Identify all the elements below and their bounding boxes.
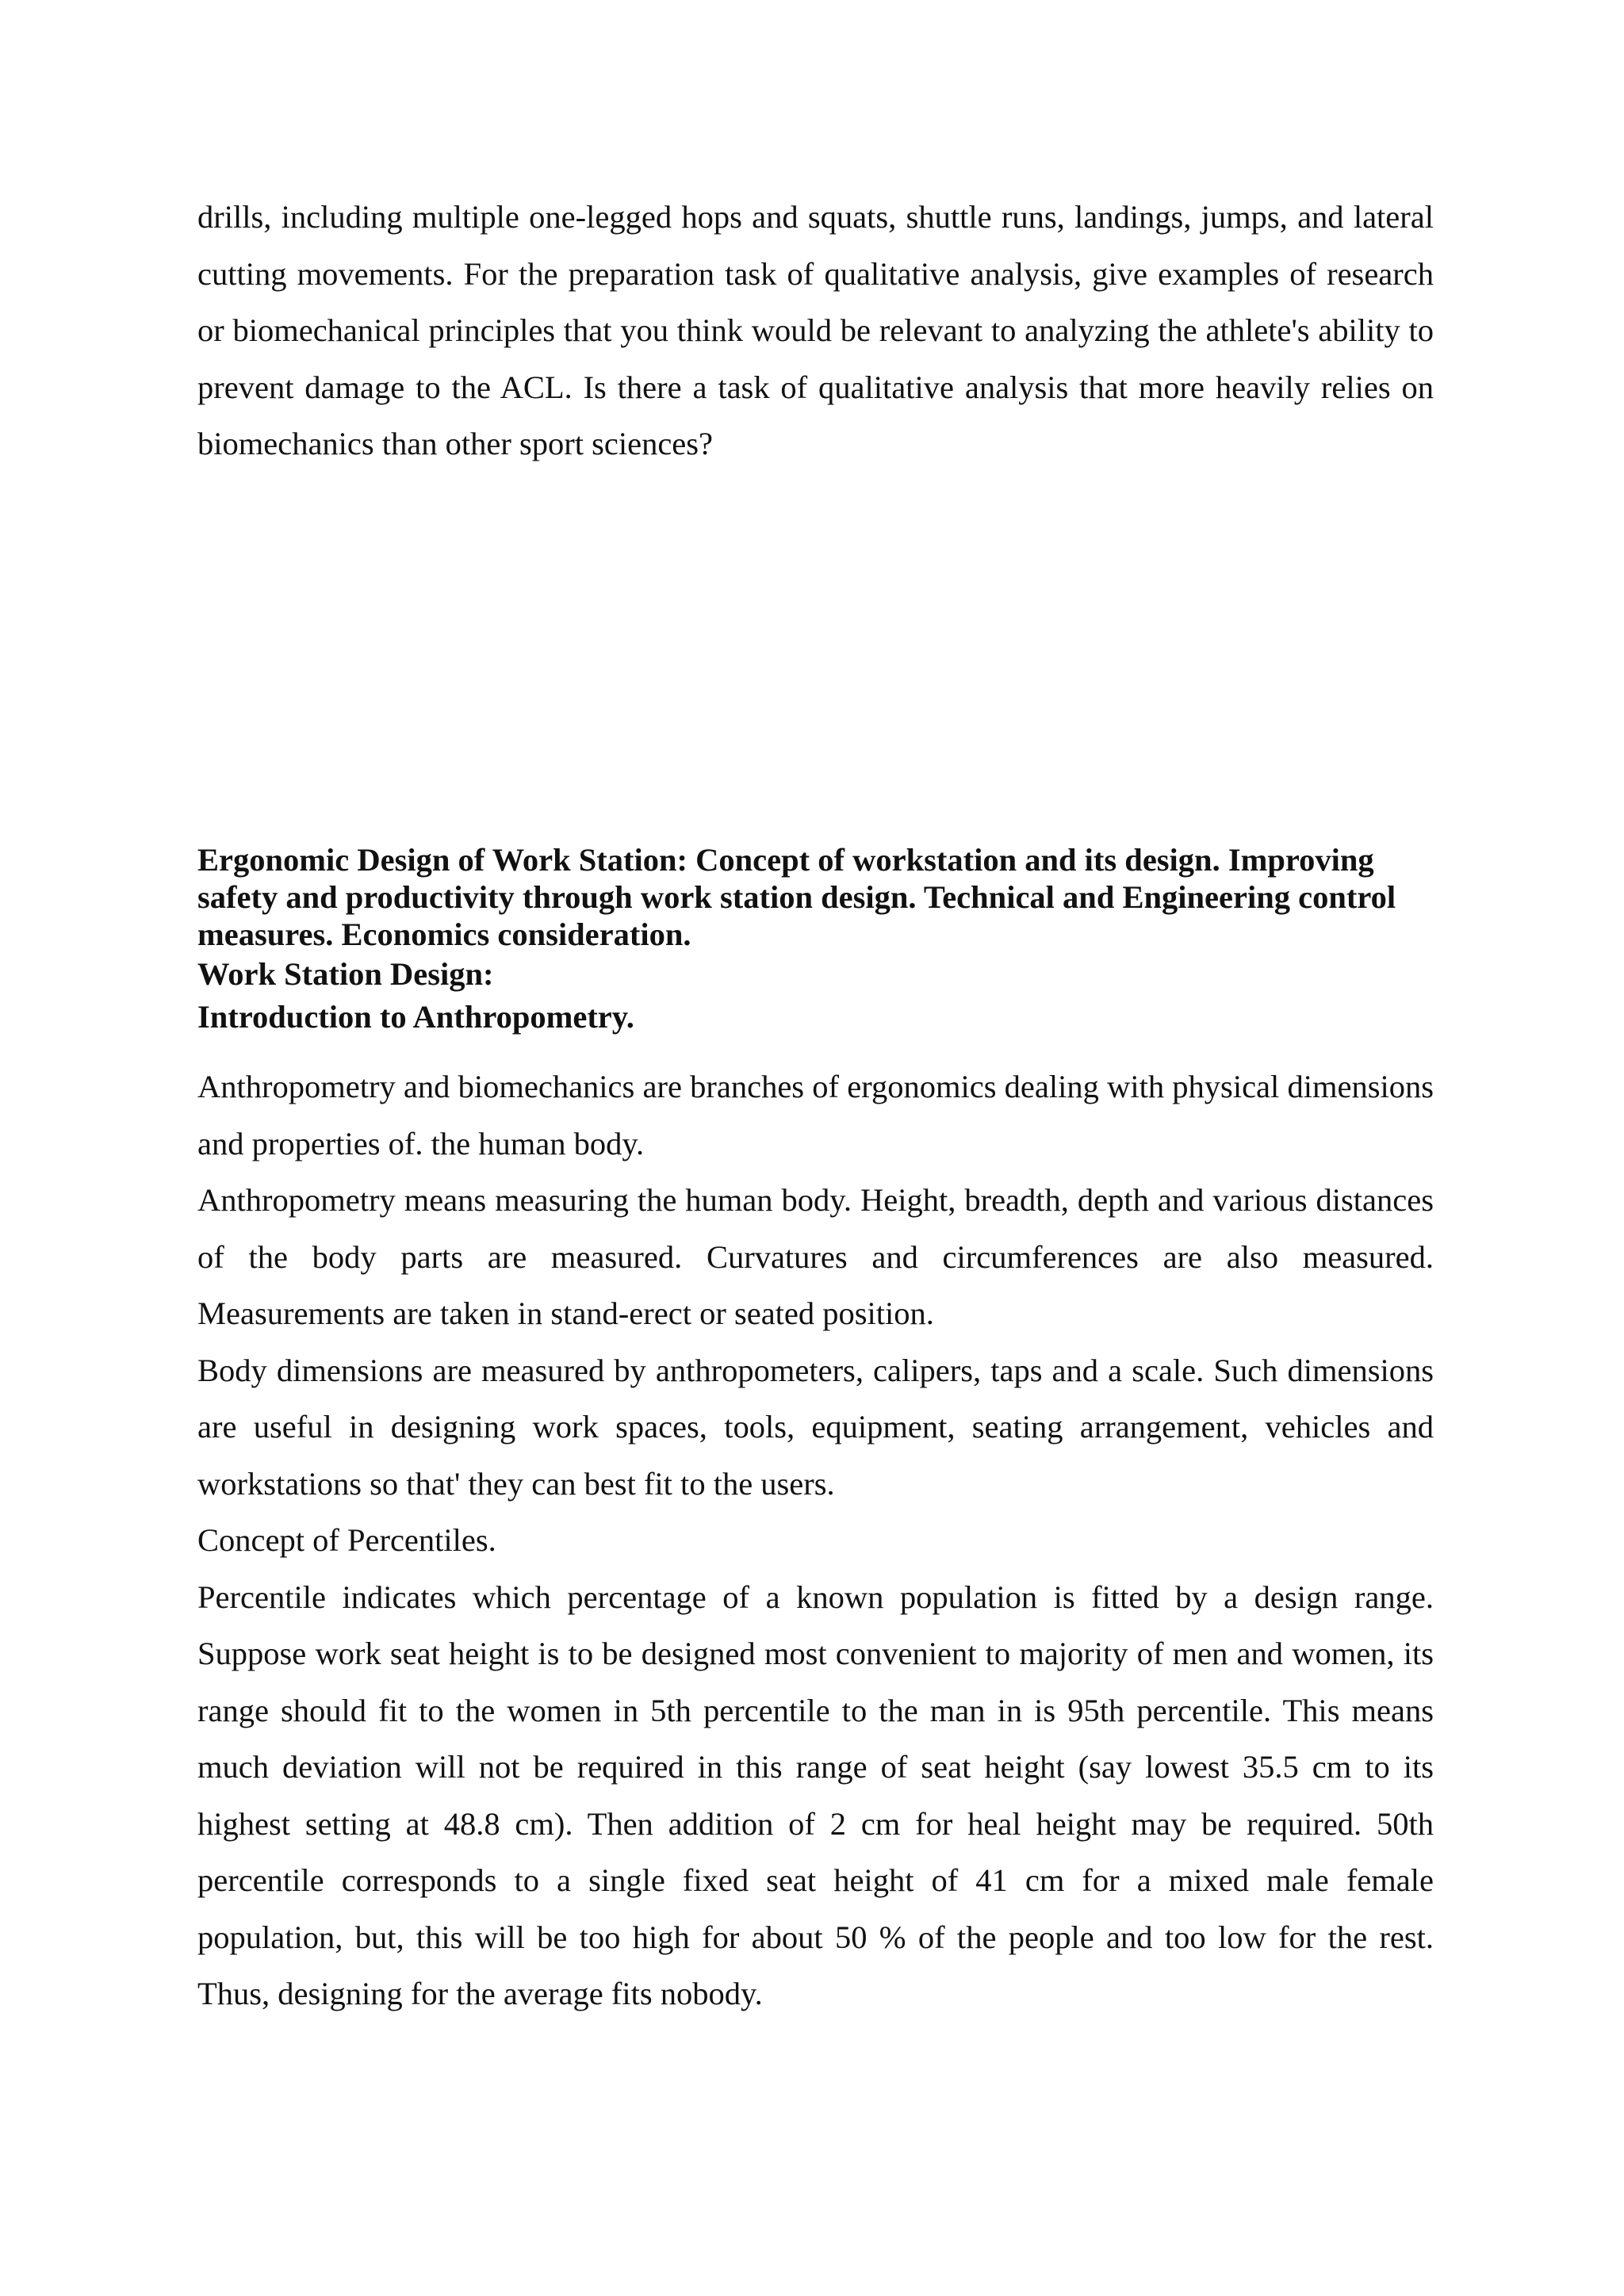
subheading-work-station-design: Work Station Design: (197, 956, 494, 992)
paragraph-concept-of-percentiles: Concept of Percentiles. (197, 1522, 496, 1558)
intro-paragraph: drills, including multiple one-legged hops and squats, shuttle runs, landings, jumps, and lateral cutting movements. For the preparation task of qualitative analysis, give examples of research or biomechanical principles that you think would be relevant to analyzing the athlete's ability to prevent damage to the ACL. Is there a task of qualitative analysis that more heavily relies on biomechanics than other sport sciences? (197, 199, 1434, 461)
subheading-introduction-to-anthropometry: Introduction to Anthropometry. (197, 999, 634, 1035)
body-text-block (197, 1058, 1434, 2022)
paragraph-percentile-explanation: Percentile indicates which percentage of a known population is fitted by a design range. Suppose work seat height is to be designed most convenient to majority of men and women, its range should fit to the women in 5th percentile to the man in is 95th percentile. This means much deviation will not be required in this range of seat height (say lowest 35.5 cm to its highest setting at 48.8 cm). Then addition of 2 cm for heal height may be required. 50th percentile corresponds to a single fixed seat height of 41 cm for a mixed male female population, but, this will be too high for about 50 % of the people and too low for the rest. Thus, designing for the average fits nobody. (197, 1578, 1434, 2011)
paragraph-anthropometry-definition: Anthropometry and biomechanics are branches of ergonomics dealing with physical dimensions and properties of. the human body. (197, 1069, 1434, 1161)
paragraph-body-dimensions: Body dimensions are measured by anthropometers, calipers, taps and a scale. Such dimensions are useful in designing work spaces, tools, equipment, seating arrangement, vehicles and workstations so that' they can best fit to the users. (197, 1352, 1434, 1502)
section-heading: Ergonomic Design of Work Station: Concept of workstation and its design. Improving safety and productivity through work station design. Technical and Engineering control measures. Economics consideration. (197, 842, 1396, 952)
paragraph-measuring-body: Anthropometry means measuring the human body. Height, breadth, depth and various distances of the body parts are measured. Curvatures and circumferences are also measured. Measurements are taken in stand-erect or seated position. (197, 1182, 1434, 1331)
